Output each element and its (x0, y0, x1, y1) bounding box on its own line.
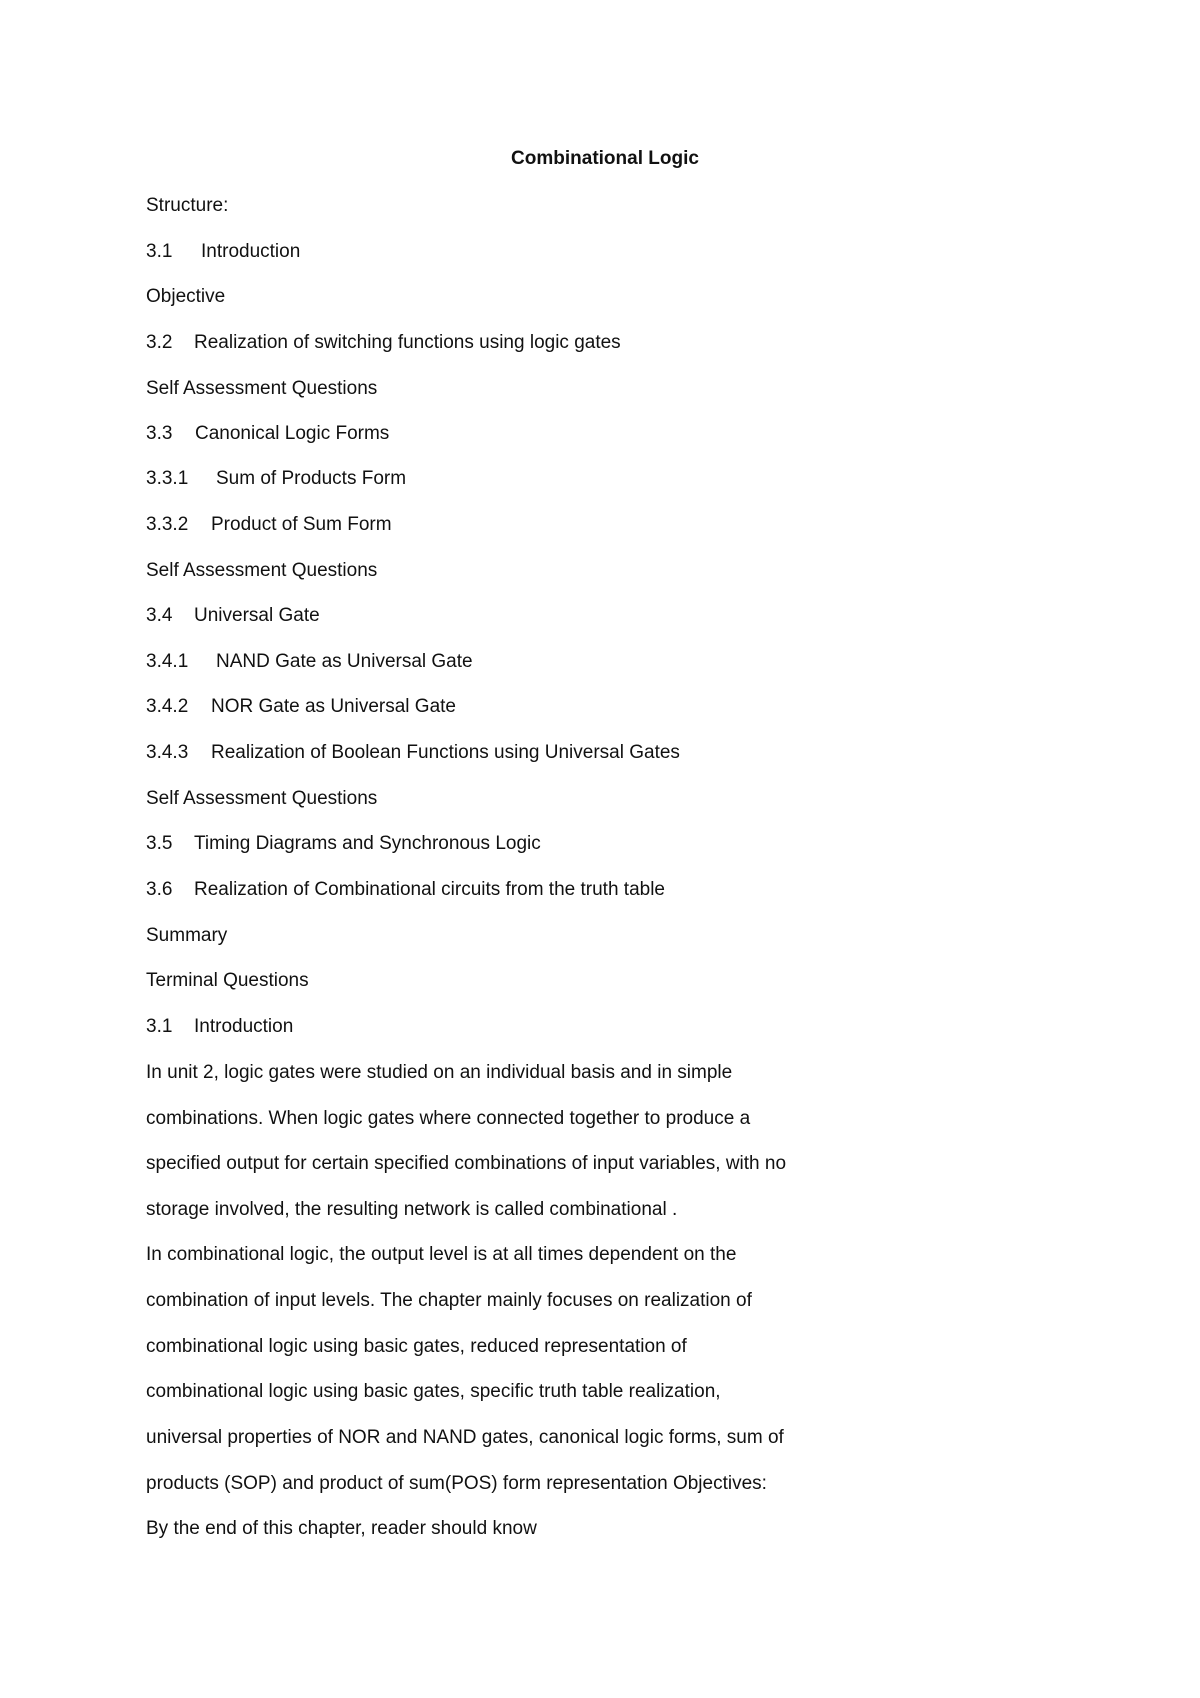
body-line: products (SOP) and product of sum(POS) form representation Objectives: (146, 1473, 767, 1494)
toc-item (146, 467, 406, 491)
toc-number: 3.4.1 (146, 651, 189, 672)
section-number: 3.1 (146, 1016, 173, 1037)
toc-item (146, 285, 225, 309)
toc-item (146, 559, 377, 583)
document-title: Combinational Logic (511, 148, 699, 169)
toc-item (146, 422, 389, 446)
toc-text: Universal Gate (194, 605, 320, 626)
toc-text: NAND Gate as Universal Gate (216, 651, 473, 672)
toc-item (146, 650, 473, 674)
body-line: combinations. When logic gates where connected together to produce a (146, 1108, 751, 1129)
structure-label: Structure: (146, 195, 229, 216)
toc-text: Introduction (201, 241, 301, 262)
toc-number: 3.4.3 (146, 742, 189, 763)
toc-item (146, 787, 377, 811)
body-line: specified output for certain specified combinations of input variables, with no (146, 1153, 787, 1174)
toc-text: Canonical Logic Forms (195, 423, 390, 444)
body-line: combination of input levels. The chapter mainly focuses on realization of (146, 1290, 752, 1311)
toc-text: Realization of Combinational circuits from the truth table (194, 879, 666, 900)
toc-number: 3.6 (146, 879, 173, 900)
toc-item (146, 331, 621, 355)
toc-item (146, 513, 392, 537)
section-heading (146, 1015, 293, 1039)
toc-text: Summary (146, 925, 228, 946)
toc-text: Realization of Boolean Functions using Universal Gates (211, 742, 680, 763)
toc-item (146, 969, 309, 993)
body-line: combinational logic using basic gates, reduced representation of (146, 1336, 687, 1357)
body-line: In combinational logic, the output level is at all times dependent on the (146, 1244, 737, 1265)
toc-item (146, 832, 541, 856)
toc-text: Self Assessment Questions (146, 788, 378, 809)
toc-number: 3.4.2 (146, 696, 189, 717)
toc-text: Self Assessment Questions (146, 560, 378, 581)
toc-number: 3.3.1 (146, 468, 189, 489)
toc-item (146, 878, 665, 902)
toc-text: Timing Diagrams and Synchronous Logic (194, 833, 541, 854)
toc-number: 3.2 (146, 332, 173, 353)
toc-number: 3.1 (146, 241, 173, 262)
toc-number: 3.5 (146, 833, 173, 854)
toc-text: Terminal Questions (146, 970, 309, 991)
toc-item (146, 924, 227, 948)
toc-number: 3.4 (146, 605, 173, 626)
toc-text: Product of Sum Form (211, 514, 392, 535)
toc-text: Sum of Products Form (216, 468, 407, 489)
toc-text: Realization of switching functions using logic gates (194, 332, 621, 353)
toc-item (146, 695, 456, 719)
section-title: Introduction (194, 1016, 294, 1037)
body-line: universal properties of NOR and NAND gates, canonical logic forms, sum of (146, 1427, 784, 1448)
toc-item (146, 240, 300, 264)
toc-text: NOR Gate as Universal Gate (211, 696, 456, 717)
toc-item (146, 604, 320, 628)
body-line: combinational logic using basic gates, specific truth table realization, (146, 1381, 721, 1402)
toc-item (146, 377, 377, 401)
body-line: storage involved, the resulting network is called combinational . (146, 1199, 678, 1220)
toc-text: Objective (146, 286, 226, 307)
toc-number: 3.3.2 (146, 514, 189, 535)
body-line: In unit 2, logic gates were studied on an individual basis and in simple (146, 1062, 733, 1083)
toc-text: Self Assessment Questions (146, 378, 378, 399)
toc-number: 3.3 (146, 423, 173, 444)
toc-item (146, 741, 680, 765)
body-line: By the end of this chapter, reader should know (146, 1518, 537, 1539)
